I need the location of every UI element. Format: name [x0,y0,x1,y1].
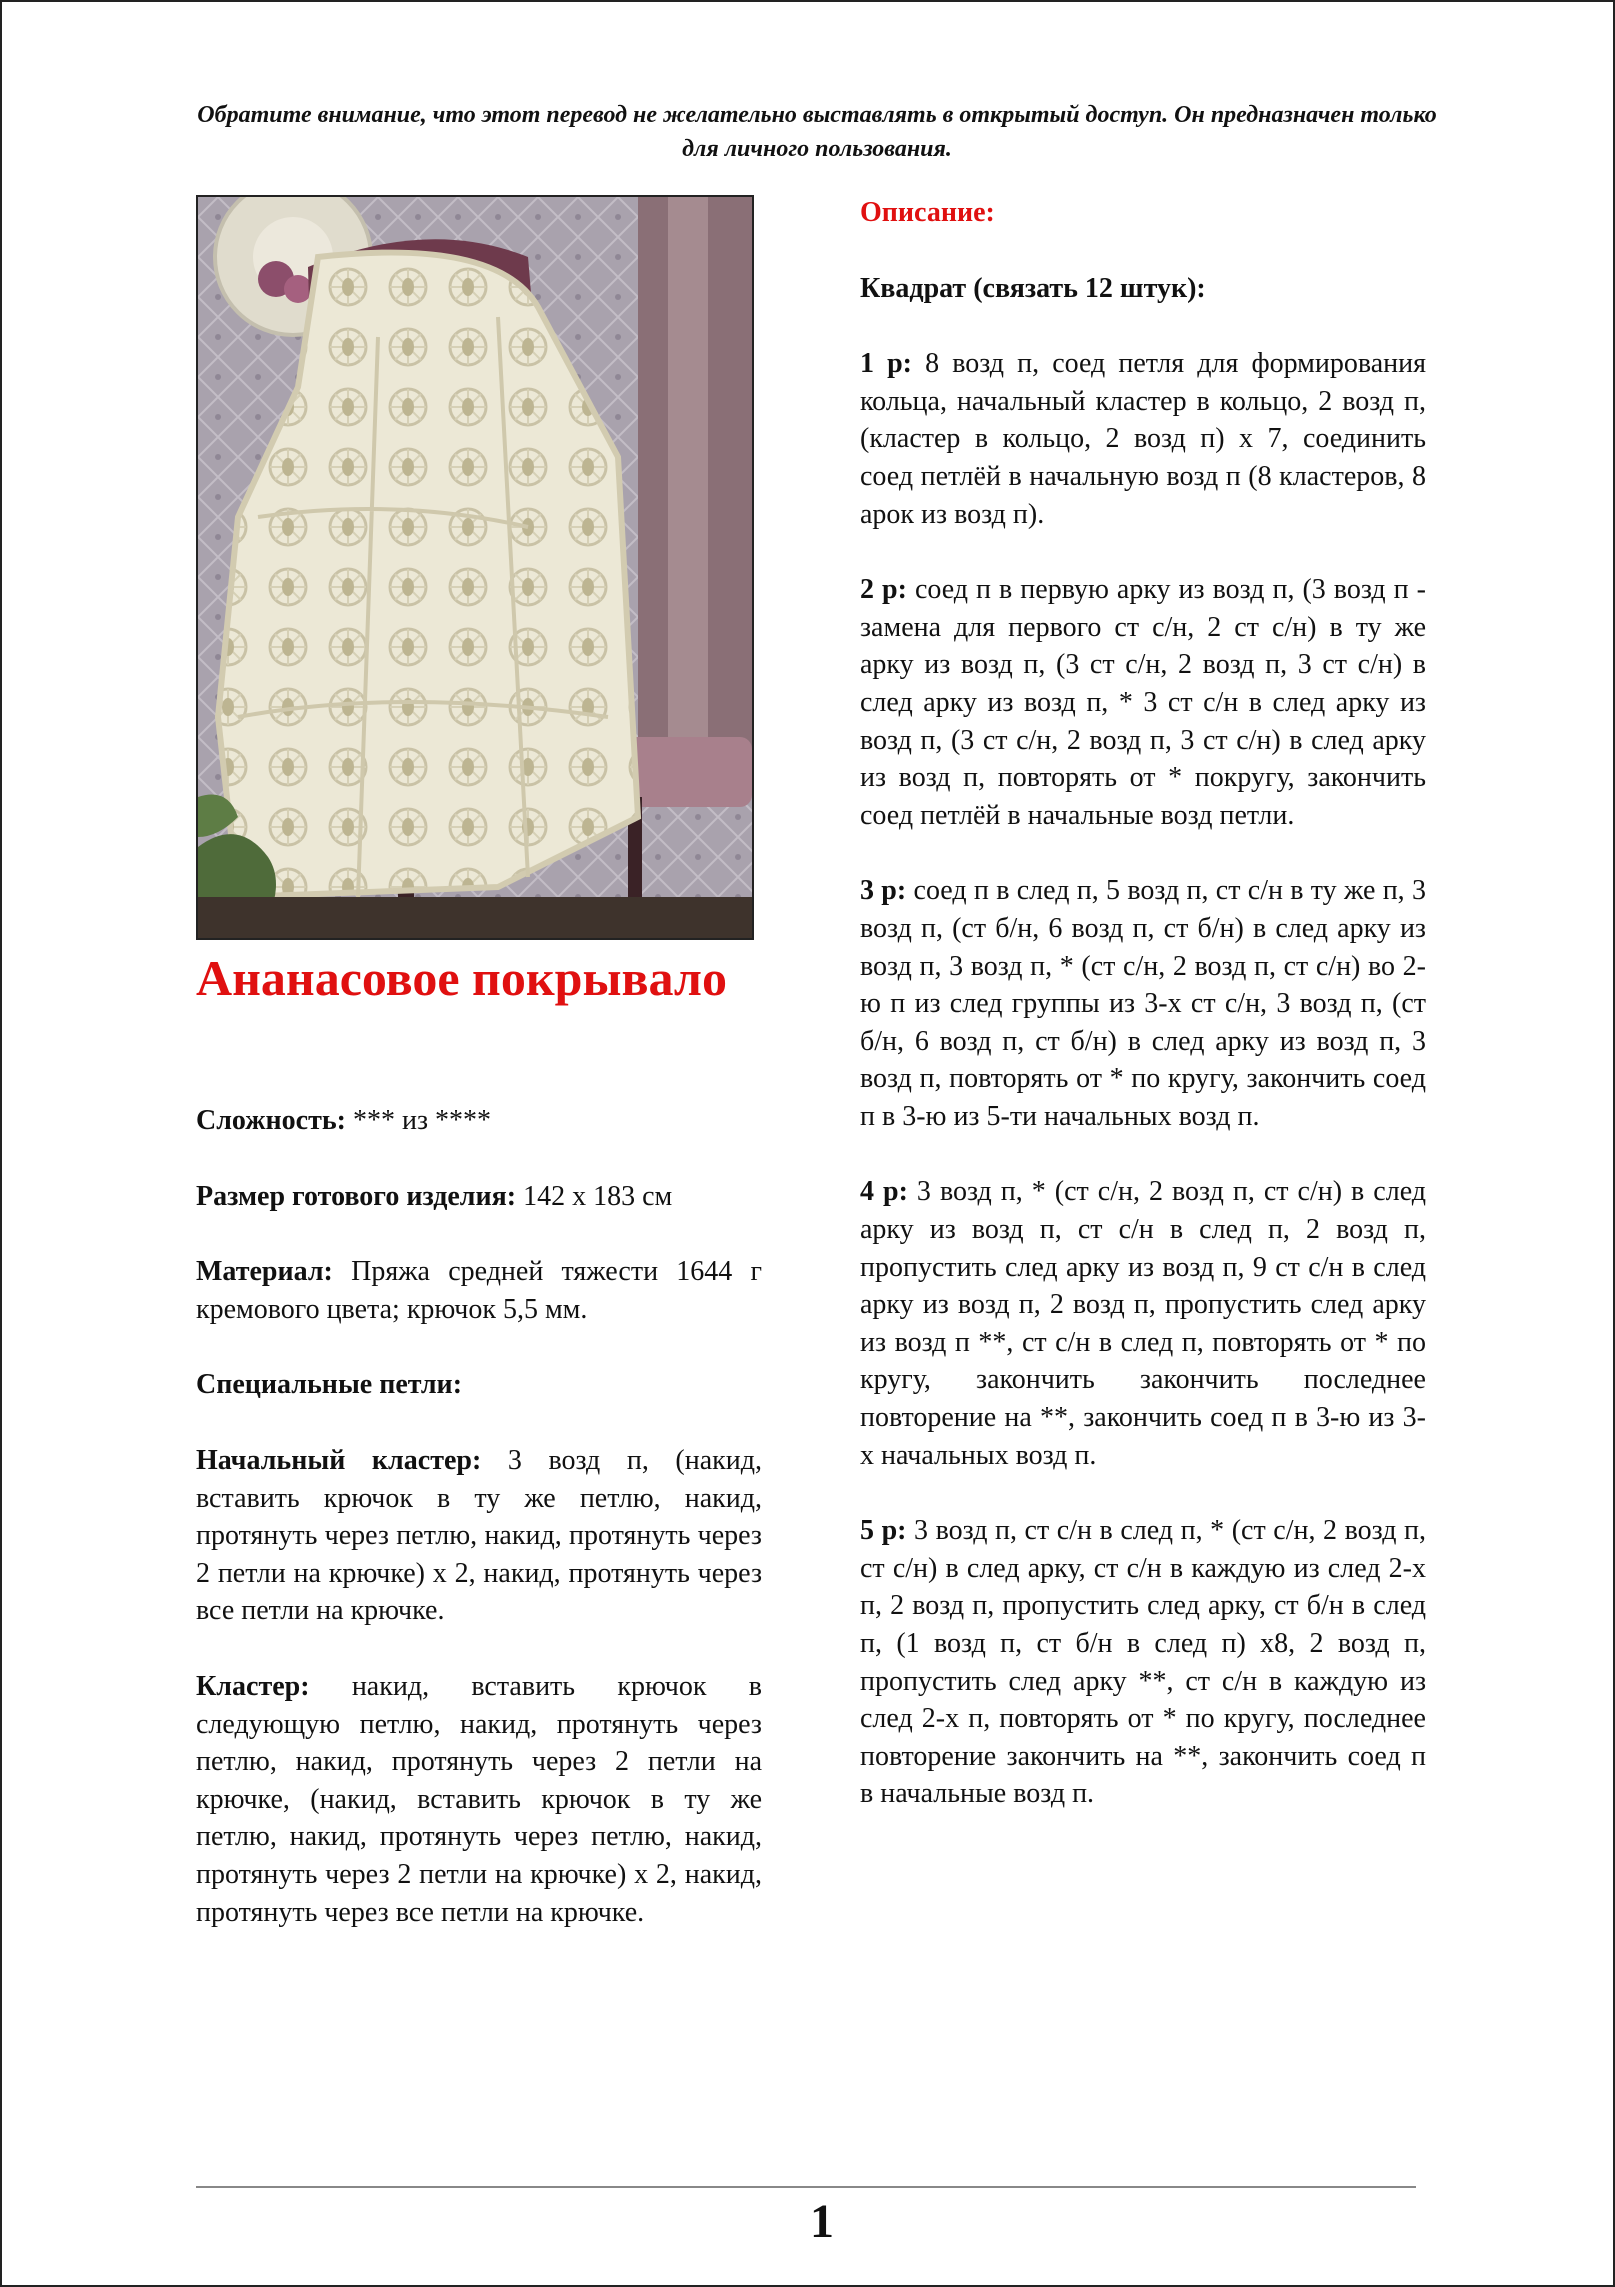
row-5 [860,1512,1426,1813]
row-3-label: 3 р: [860,875,907,907]
material-value: Пряжа средней тяжести 1644 г кремового цвета; крючок 5,5 мм. [196,1256,762,1325]
square-heading [860,270,1426,308]
copyright-notice: Обратите внимание, что этот перевод не желательно выставлять в открытый доступ. Он предназначен только для личного пользования. [197,102,1437,162]
difficulty-value: *** из **** [345,1105,492,1136]
row-3 [860,872,1426,1135]
cluster-line [196,1668,762,1931]
row-1 [860,345,1426,533]
description-column [860,194,1426,1851]
description-heading: Описание: [860,197,995,228]
row-5-label: 5 р: [860,1515,907,1547]
size-line [196,1178,762,1216]
start-cluster-value: 3 возд п, (накид, вставить крючок в ту же петлю, накид, протянуть через петлю, накид, протянуть через 2 петли на крючке) х 2, накид, протянуть через все петли на крючке. [196,1444,763,1627]
pattern-title: Ананасовое покрывало [196,950,727,1006]
row-5-text: 3 возд п, ст с/н в след п, * (ст с/н, 2 возд п, ст с/н) в след арку, ст с/н в каждую из след 2-х п, 2 возд п, пропустить след арку, ст б/н в след п, (1 возд п, ст б/н в след п) х8, 2 возд п, пропустить след арку **, ст с/н в каждую из след 2-х п, повторять от * по кругу, последнее повторение закончить на **, закончить соед п в начальные возд п. [860,1515,1426,1810]
specs-column [196,1102,762,1969]
row-1-label: 1 р: [860,348,912,380]
row-2 [860,571,1426,834]
difficulty-label: Сложность: [196,1105,346,1136]
footer-divider [196,2186,1416,2188]
row-4-label: 4 р: [860,1176,908,1208]
row-3-text: соед п в след п, 5 возд п, ст с/н в ту же п, 3 возд п, (ст б/н, 6 возд п, ст б/н) в след арку из возд п, 3 возд п, * (ст с/н, 2 возд п, ст с/н) во 2-ю п из след группы из 3-х ст с/н, 3 возд п, (ст б/н, 6 возд п, ст б/н) в след арку из возд п, 3 возд п, повторять от * по кругу, закончить соед п в 3-ю из 5-ти начальных возд п. [860,875,1426,1132]
start-cluster-line [196,1442,762,1630]
row-2-text: соед п в первую арку из возд п, (3 возд п - замена для первого ст с/н, 2 ст с/н) в ту же арку из возд п, (3 ст с/н, 2 возд п, 3 ст с/н) в след арку из возд п, * 3 ст с/н в след арку из возд п, (3 ст с/н, 2 возд п, 3 ст с/н) в след арку из возд п, повторять от * покругу, закончить соед петлёй в начальные возд петли. [860,574,1426,831]
start-cluster-label: Начальный кластер: [196,1444,482,1476]
material-label: Материал: [196,1256,333,1288]
square-label: Квадрат (связать 12 штук): [860,272,1206,304]
row-2-label: 2 р: [860,574,907,606]
material-line [196,1253,762,1328]
difficulty-line [196,1102,762,1140]
row-4-text: 3 возд п, * (ст с/н, 2 возд п, ст с/н) в след арку из возд п, ст с/н в след п, 2 возд п, пропустить след арку из возд п, 9 ст с/н в след арку из возд п, 2 возд п, пропустить след арку из возд п **, ст с/н в след п, повторять от * по кругу, закончить закончить последнее повторение на **, закончить соед п в 3-ю из 3-х начальных возд п. [860,1176,1426,1471]
size-label: Размер готового изделия: [196,1180,517,1212]
page-number: 1 [810,2195,834,2248]
row-4 [860,1173,1426,1474]
special-stitches-heading [196,1366,762,1404]
special-label: Специальные петли: [196,1369,463,1401]
row-1-text: 8 возд п, соед петля для формирования кольца, начальный кластер в кольцо, 2 возд п, (кластер в кольцо, 2 возд п) х 7, соединить соед петлёй в начальную возд п (8 кластеров, 8 арок из возд п). [860,348,1426,530]
size-value: 142 х 183 см [516,1180,673,1212]
blanket-photo [196,195,754,940]
cluster-value: накид, вставить крючок в следующую петлю, накид, протянуть через петлю, накид, протянуть через 2 петли на крючке, (накид, вставить крючок в ту же петлю, накид, протянуть через петлю, накид, протянуть через 2 петли на крючке) х 2, накид, протянуть через все петли на крючке. [196,1670,762,1928]
cluster-label: Кластер: [196,1670,310,1702]
